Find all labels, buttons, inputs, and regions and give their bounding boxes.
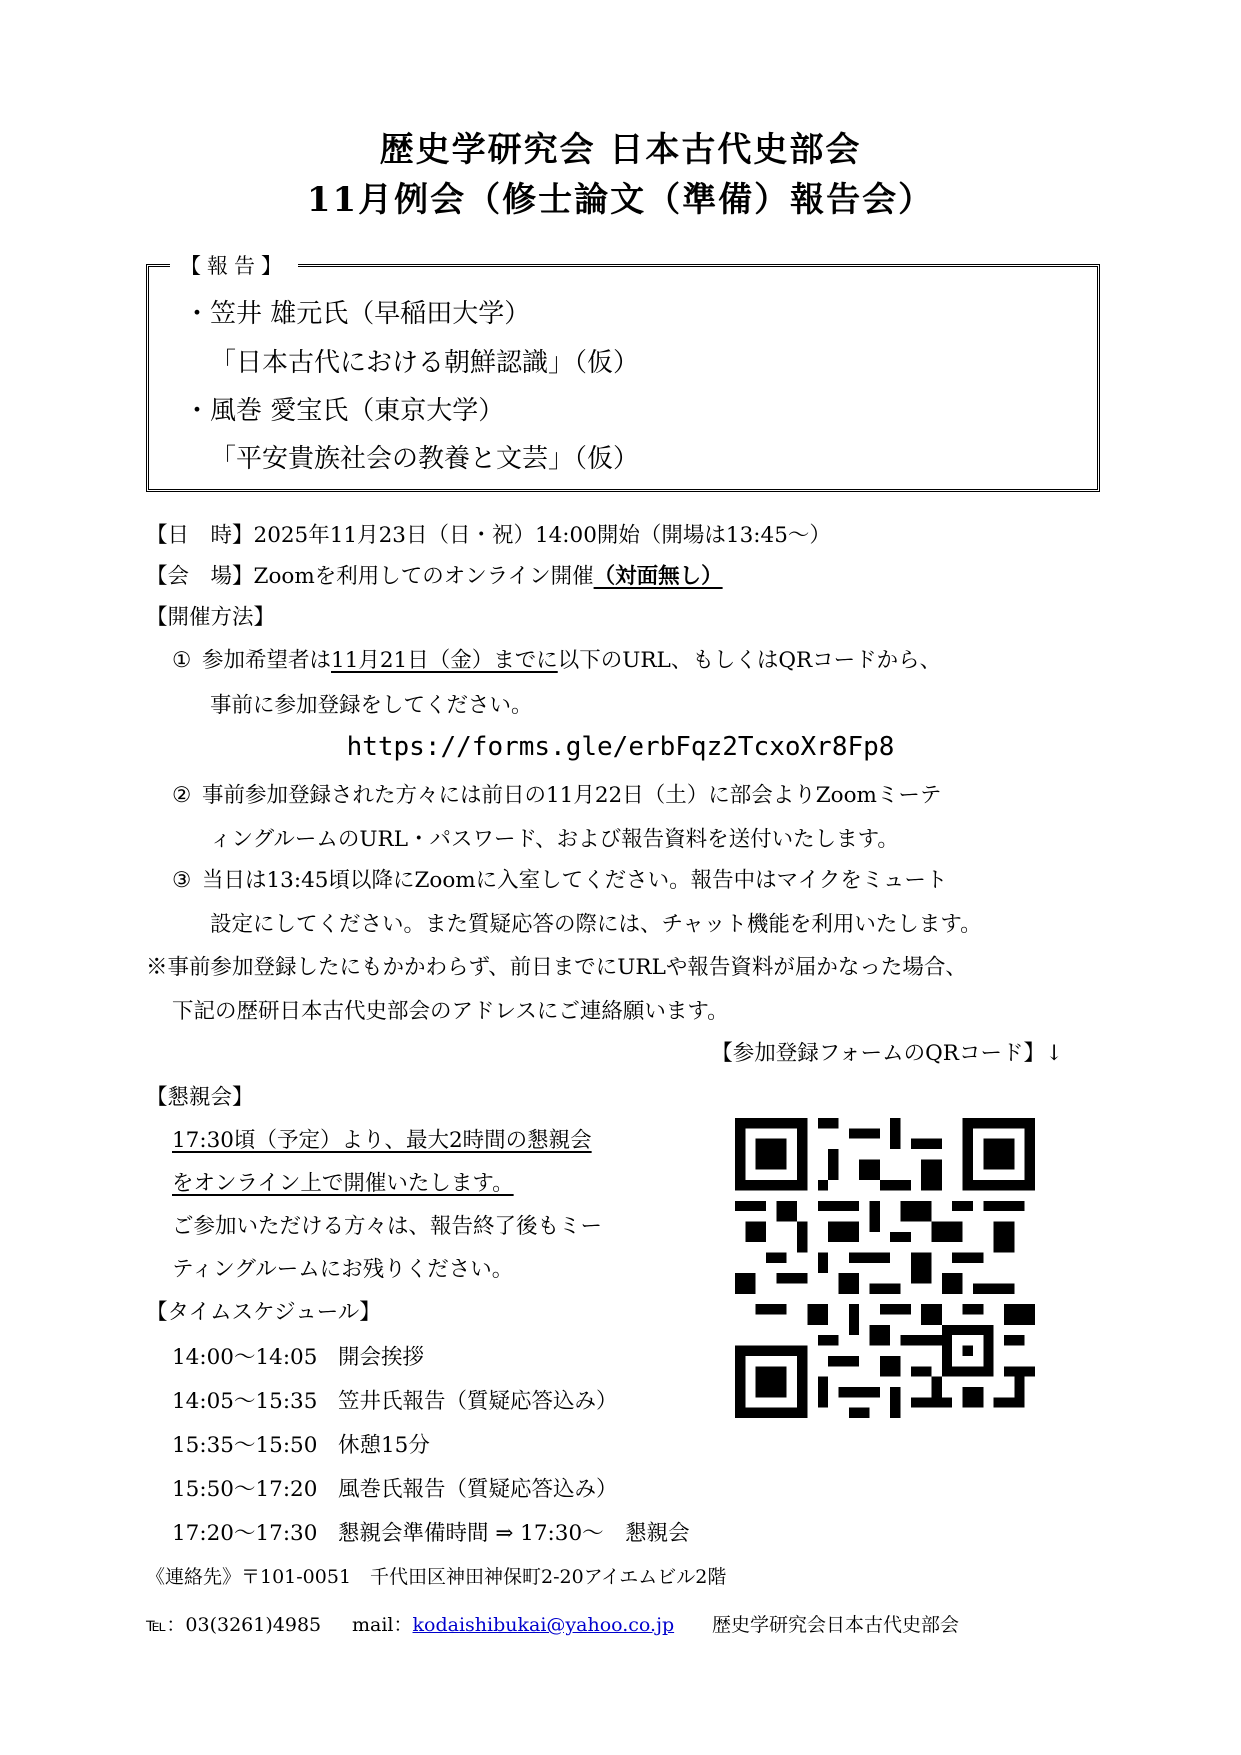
step3: [172, 863, 947, 894]
step3-line1: 当日は13:45頃以降にZoomに入室してください。報告中はマイクをミュート: [202, 868, 948, 893]
schedule-event: 風巻氏報告（質疑応答込み）: [338, 1477, 618, 1502]
report-speaker-2: ・風巻 愛宝氏（東京大学）: [184, 396, 505, 426]
contact-mail: [352, 1610, 674, 1637]
step3-line2: 設定にしてください。また質疑応答の際には、チャット機能を利用いたします。: [210, 912, 982, 937]
step1: [172, 643, 941, 674]
note-line2: 下記の歴研日本古代史部会のアドレスにご連絡願います。: [172, 999, 729, 1024]
party-label: 【懇親会】: [146, 1085, 254, 1110]
step1-deadline: 11月21日（金）までに: [331, 648, 558, 673]
schedule-row: [172, 1384, 618, 1415]
step1-pre: 参加希望者は: [202, 648, 332, 673]
report-topic-1: 「日本古代における朝鮮認識」（仮）: [210, 348, 640, 378]
schedule-event: 休憩15分: [338, 1433, 430, 1458]
schedule-label: 【タイムスケジュール】: [146, 1300, 381, 1325]
contact-org: 歴史学研究会日本古代史部会: [712, 1614, 960, 1636]
note-line1: ※事前参加登録したにもかかわらず、前日までにURLや報告資料が届かなった場合、: [146, 955, 967, 980]
schedule-event: 笠井氏報告（質疑応答込み）: [338, 1389, 618, 1414]
schedule-time: 15:50～17:20: [172, 1477, 318, 1502]
schedule-time: 14:00～14:05: [172, 1345, 318, 1370]
schedule-row: [172, 1340, 424, 1371]
step1-line2: 事前に参加登録をしてください。: [210, 693, 533, 718]
venue-note: （対面無し）: [593, 564, 723, 589]
step2-line2: ィングルームのURL・パスワード、および報告資料を送付いたします。: [210, 827, 899, 852]
party-line3: ご参加いただける方々は、報告終了後もミー: [172, 1214, 603, 1239]
venue-row: [146, 559, 723, 590]
schedule-row: [172, 1472, 618, 1503]
registration-url[interactable]: https://forms.gle/erbFqz2TcxoXr8Fp8: [346, 732, 895, 762]
schedule-time: 17:20～17:30: [172, 1521, 318, 1546]
venue-label: 【会 場】: [146, 564, 254, 589]
report-topic-2: 「平安貴族社会の教養と文芸」（仮）: [210, 444, 640, 474]
step2-line1: 事前参加登録された方々には前日の11月22日（土）に部会よりZoomミーテ: [202, 783, 942, 808]
step3-number: ③: [172, 868, 192, 893]
schedule-row: [172, 1516, 690, 1547]
step2: [172, 778, 941, 809]
datetime-label: 【日 時】: [146, 523, 254, 548]
method-label: 【開催方法】: [146, 605, 276, 630]
qr-caption: 【参加登録フォームのQRコード】↓: [711, 1041, 1063, 1066]
datetime-row: [146, 518, 831, 549]
schedule-event: 懇親会準備時間 ⇒ 17:30～ 懇親会: [338, 1521, 690, 1546]
party-line4: ティングルームにお残りください。: [172, 1257, 514, 1282]
step2-number: ②: [172, 783, 192, 808]
mail-link[interactable]: kodaishibukai@yahoo.co.jp: [412, 1614, 675, 1636]
party-line2: をオンライン上で開催いたします。: [172, 1171, 514, 1196]
schedule-time: 14:05～15:35: [172, 1389, 318, 1414]
step1-post: 以下のURL、もしくはQRコードから、: [557, 648, 942, 673]
mail-label: mail：: [352, 1614, 413, 1636]
qr-code-icon[interactable]: [735, 1118, 1035, 1418]
schedule-row: [172, 1428, 430, 1459]
page-subtitle: 11月例会（修士論文（準備）報告会）: [306, 180, 935, 220]
contact-address: 《連絡先》〒101-0051 千代田区神田神保町2-20アイエムビル2階: [146, 1566, 727, 1588]
report-speaker-1: ・笠井 雄元氏（早稲田大学）: [184, 299, 531, 329]
schedule-time: 15:35～15:50: [172, 1433, 318, 1458]
party-line1: 17:30頃（予定）より、最大2時間の懇親会: [172, 1128, 592, 1153]
datetime-value: 2025年11月23日（日・祝）14:00開始（開場は13:45～）: [253, 523, 831, 548]
contact-tel: ℡：03(3261)4985: [146, 1614, 322, 1636]
page-title: 歴史学研究会 日本古代史部会: [379, 130, 862, 170]
step1-number: ①: [172, 648, 192, 673]
venue-value: Zoomを利用してのオンライン開催: [253, 564, 594, 589]
schedule-event: 開会挨拶: [338, 1345, 425, 1370]
report-box-label: 【報告】: [170, 250, 298, 280]
